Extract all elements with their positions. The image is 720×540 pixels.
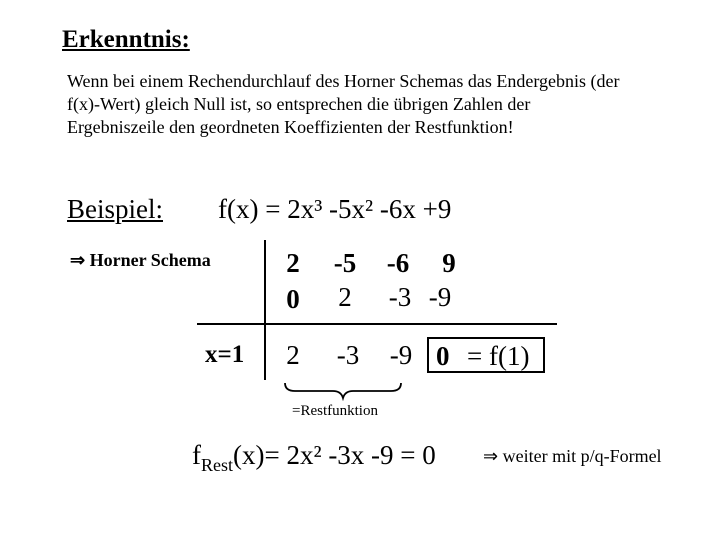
- coefficient-cell: 9: [442, 248, 456, 278]
- rest-function-equation: [192, 440, 436, 476]
- coefficient-cell: -6: [386, 248, 410, 278]
- product-cell: 0: [286, 284, 300, 314]
- x-value-label: x=1: [205, 341, 245, 368]
- result-cell: -9: [389, 340, 413, 370]
- result-cell: -3: [336, 340, 360, 370]
- result-cell: 2: [286, 340, 300, 370]
- implies-arrow-icon: ⇒: [70, 250, 86, 270]
- coefficient-cell: -5: [333, 248, 357, 278]
- rest-function-subscript: Rest: [201, 455, 234, 475]
- horner-horizontal-divider: [197, 323, 557, 325]
- restfunktion-label: =Restfunktion: [292, 403, 378, 419]
- horner-vertical-divider: [264, 240, 266, 380]
- horner-schema-text: Horner Schema: [89, 250, 211, 270]
- rest-function-body: (x)= 2x² -3x -9 = 0: [233, 440, 436, 470]
- example-function: f(x) = 2x³ -5x² -6x +9: [218, 194, 452, 224]
- implies-arrow-icon: ⇒: [483, 446, 499, 466]
- result-remainder-box: [427, 337, 545, 373]
- horner-schema-label: [70, 250, 211, 271]
- next-step-text: weiter mit p/q-Formel: [502, 446, 662, 466]
- example-label: Beispiel:: [67, 194, 163, 224]
- rest-function-f: f: [192, 440, 201, 470]
- function-value-label: = f(1): [467, 341, 530, 371]
- product-cell: -9: [428, 282, 452, 312]
- product-cell: -3: [388, 282, 412, 312]
- explanation-paragraph: Wenn bei einem Rechendurchlauf des Horner Schemas das Endergebnis (der f(x)-Wert) gleich Null ist, so entsprechen die übrigen Zahlen der Ergebniszeile den geordneten Koeffizienten der Restfunktion!: [67, 71, 620, 137]
- coefficient-cell: 2: [286, 248, 300, 278]
- next-step-note: [483, 446, 662, 467]
- remainder-value: 0: [436, 341, 450, 371]
- heading-erkenntnis: Erkenntnis:: [62, 26, 190, 53]
- product-cell: 2: [338, 282, 352, 312]
- underbrace-icon: [283, 381, 403, 401]
